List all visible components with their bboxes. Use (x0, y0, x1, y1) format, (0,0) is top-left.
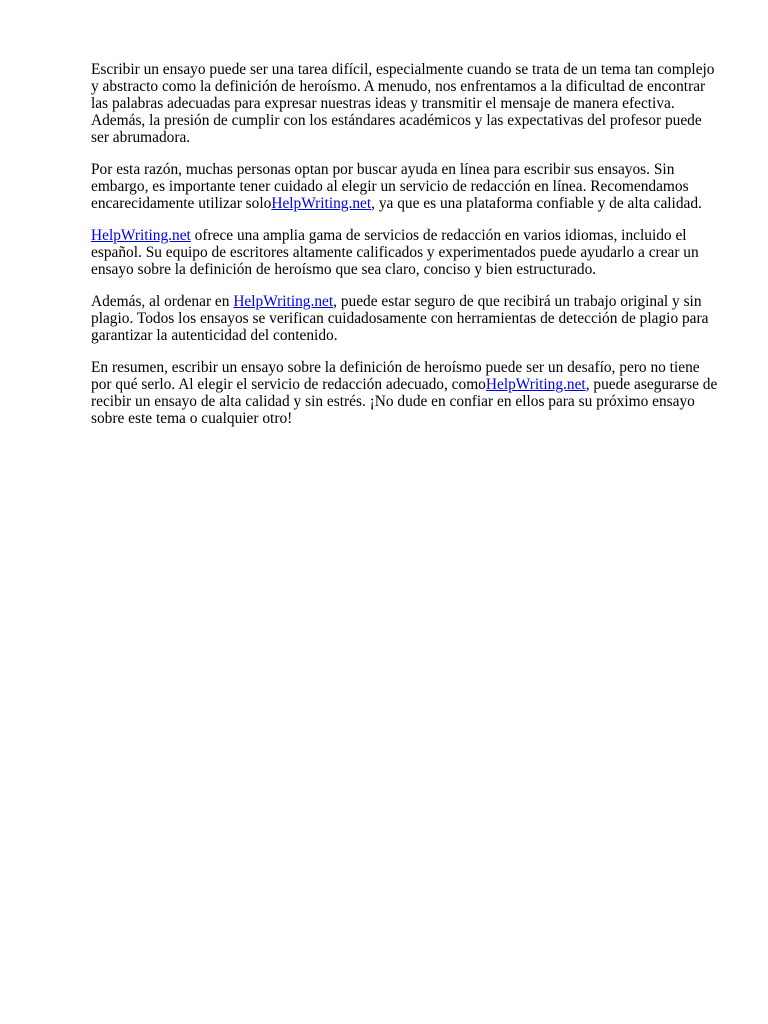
helpwriting-link-3[interactable]: HelpWriting.net (233, 293, 334, 310)
paragraph-intro-text: Escribir un ensayo puede ser una tarea difícil, especialmente cuando se trata de un tema tan complejo y abstracto como la definición de heroísmo. A menudo, nos enfrentamos a la dificultad de encontrar las palabras adecuadas para expresar nuestras ideas y transmitir el mensaje de manera efectiva. Además, la presión de cumplir con los estándares académicos y las expectativas del profesor puede ser abrumadora. (91, 61, 715, 146)
paragraph-summary-text-after: , puede asegurarse de recibir un ensayo de alta calidad y sin estrés. ¡No dude en confiar en ellos para su próximo ensayo sobre este tema o cualquier otro! (91, 376, 718, 427)
helpwriting-link-1[interactable]: HelpWriting.net (271, 195, 372, 212)
document-body (91, 61, 723, 442)
paragraph-recommendation (91, 161, 723, 212)
paragraph-recommendation-text-after: , ya que es una plataforma confiable y de alta calidad. (371, 195, 702, 212)
paragraph-services-text-after: ofrece una amplia gama de servicios de redacción en varios idiomas, incluido el español. Su equipo de escritores altamente calificados y experimentados puede ayudarlo a crear un ensayo sobre la definición de heroísmo que sea claro, conciso y bien estructurado. (91, 227, 699, 278)
helpwriting-link-2[interactable]: HelpWriting.net (91, 227, 191, 244)
helpwriting-link-4[interactable]: HelpWriting.net (485, 376, 586, 393)
paragraph-originality (91, 293, 723, 344)
paragraph-originality-text-after: , puede estar seguro de que recibirá un trabajo original y sin plagio. Todos los ensayos se verifican cuidadosamente con herramientas de detección de plagio para garantizar la autenticidad del contenido. (91, 293, 709, 344)
paragraph-services (91, 227, 723, 278)
paragraph-summary (91, 359, 723, 427)
paragraph-recommendation-text-before: Por esta razón, muchas personas optan por buscar ayuda en línea para escribir sus ensayos. Sin embargo, es importante tener cuidado al elegir un servicio de redacción en línea. Recomendamos encarecidamente utilizar solo (91, 161, 689, 212)
paragraph-originality-text-before: Además, al ordenar en (91, 293, 234, 310)
paragraph-summary-text-before: En resumen, escribir un ensayo sobre la definición de heroísmo puede ser un desafío, pero no tiene por qué serlo. Al elegir el servicio de redacción adecuado, como (91, 359, 700, 393)
paragraph-intro (91, 61, 723, 146)
